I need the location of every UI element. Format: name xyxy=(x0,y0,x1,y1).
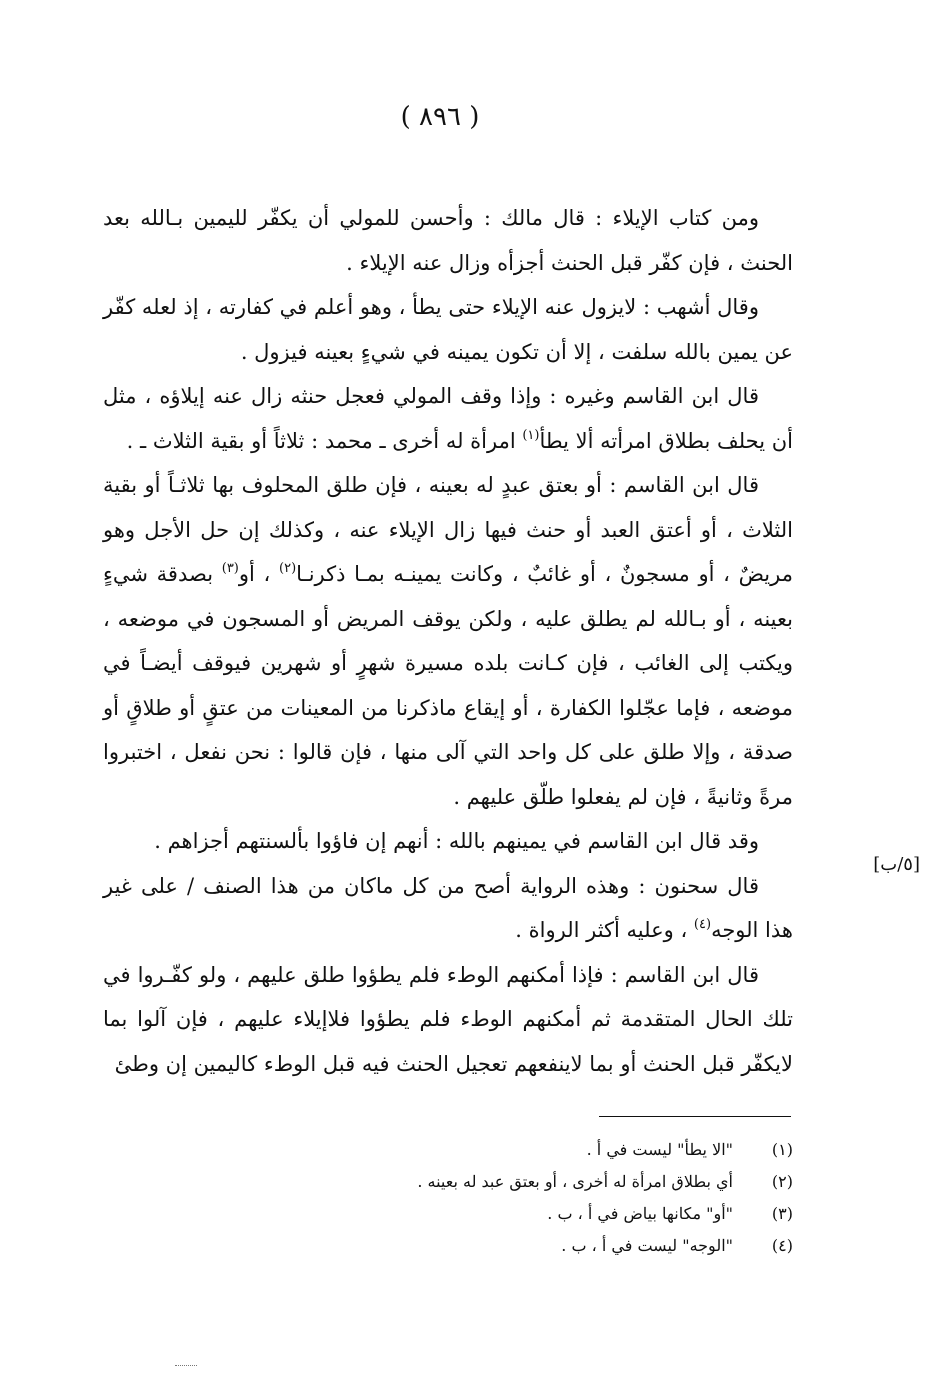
paragraph-text-mid: ، أو xyxy=(238,562,271,586)
scan-speck xyxy=(175,1365,197,1368)
footnote-ref-4[interactable]: (٤) xyxy=(693,917,712,932)
footnote-number: (٢) xyxy=(771,1172,793,1191)
footnote-item xyxy=(103,1204,793,1236)
paragraph-sahnun xyxy=(103,864,793,953)
footnote-ref-1[interactable]: (١) xyxy=(522,427,540,443)
footnote-number: (٣) xyxy=(771,1204,793,1223)
paragraph-ibn-al-qasim-2 xyxy=(103,463,793,819)
footnote-item xyxy=(103,1140,793,1172)
paragraph-text: وقد قال ابن القاسم في يمينهم بالله : أنهم إن فاؤوا بألسنتهم أجزاهم . xyxy=(154,829,759,853)
main-text xyxy=(103,196,793,1086)
paragraph-ibn-al-qasim-1 xyxy=(103,374,793,463)
footnote-text: "أو" مكانها بياض في أ ، ب . xyxy=(547,1204,733,1223)
paragraph-text: ومن كتاب الإيلاء : قال مالك : وأحسن للمولي أن يكفّر لليمين بـالله بعد الحنث ، فإن كفّر قبل الحنث أجزأه وزال عنه الإيلاء . xyxy=(103,206,793,275)
footnote-number: (١) xyxy=(771,1140,793,1159)
paragraph-yaminihim-billah xyxy=(103,819,793,864)
paragraph-text-tail: امرأة له أخرى ـ محمد : ثلاثاً أو بقية الثلاث ـ . xyxy=(126,428,516,453)
paragraph-text: وقال أشهب : لايزول عنه الإيلاء حتى يطأ ، وهو أعلم في كفارته ، إذ لعله كفّر عن يمين بالله سلفت ، إلا أن تكون يمينه في شيءٍ بعينه فيزول . xyxy=(103,295,793,364)
footnote-divider xyxy=(599,1116,791,1117)
paragraph-text-tail: ، وعليه أكثر الرواة . xyxy=(515,918,688,942)
paragraph-kitab-al-ila xyxy=(103,196,793,285)
footnote-text: أي بطلاق امرأة له أخرى ، أو بعتق عبد له بعينه . xyxy=(417,1172,733,1191)
paragraph-text: قال ابن القاسم وغيره : وإذا وقف المولي فعجل حنثه زال عنه إيلاؤه ، مثل أن يحلف بطلاق امرأته ألا يطأ xyxy=(103,384,793,453)
paragraph-ibn-al-qasim-3 xyxy=(103,953,793,1087)
footnote-item xyxy=(103,1236,793,1268)
paragraph-text-tail: بصدقة شيءٍ بعينه ، أو بـالله لم يطلق عليه ، ولكن يوقف المريض أو المسجون في موضعه ، ويكتب إلى الغائب ، فإن كـانت بلده مسيرة شهرٍ أو شهرين فيوقف أيضـاً في موضعه ، فإما عجّلوا الكفارة ، أو إيقاع ماذكرنا من المعينات من عتقٍ أو طلاقٍ أو صدقة ، وإلا طلق على كل واحد التي آلى منها ، فإن قالوا : نحن نفعل ، اختبروا مرةً وثانيةً ، فإن لم يفعلوا طلّق عليهم . xyxy=(103,562,793,809)
footnote-text: "الوجه" ليست في أ ، ب . xyxy=(561,1236,733,1255)
footnote-item xyxy=(103,1172,793,1204)
paragraph-text: قال سحنون : وهذه الرواية أصح من كل ماكان من هذا الصنف / على غير هذا الوجه xyxy=(103,873,793,942)
page-number: ( ٨٩٦ ) xyxy=(400,102,480,132)
folio-margin-note: [٥/ب] xyxy=(873,854,920,875)
paragraph-text: قال ابن القاسم : فإذا أمكنهم الوطء فلم يطؤوا طلق عليهم ، ولو كفّـروا في تلك الحال المتقدمة ثم أمكنهم الوطء فلم يطؤوا فلاإيلاء عليهم ، فإن آلوا بما لايكفّر قبل الحنث أو بما لاينفعهم تعجيل الحنث فيه قبل الوطء كاليمين إن وطئ xyxy=(103,962,793,1076)
paragraph-text: قال ابن القاسم : أو بعتق عبدٍ له بعينه ، فإن طلق المحلوف بها ثلاثـاً أو بقية الثلاث ، أو أعتق العبد أو حنث فيها زال الإيلاء عنه ، وكذلك إن حل الأجل وهو مريضٌ ، أو مسجونٌ ، أو غائبٌ ، وكانت يمينـه بمـا ذكرنـا xyxy=(103,473,793,586)
footnote-ref-3[interactable]: (٣) xyxy=(221,561,239,576)
footnote-number: (٤) xyxy=(771,1236,793,1255)
footnote-ref-2[interactable]: (٢) xyxy=(279,561,297,576)
footnotes xyxy=(103,1140,793,1268)
footnote-text: "الا يطأ" ليست في أ . xyxy=(586,1140,733,1159)
paragraph-ashhab xyxy=(103,285,793,374)
